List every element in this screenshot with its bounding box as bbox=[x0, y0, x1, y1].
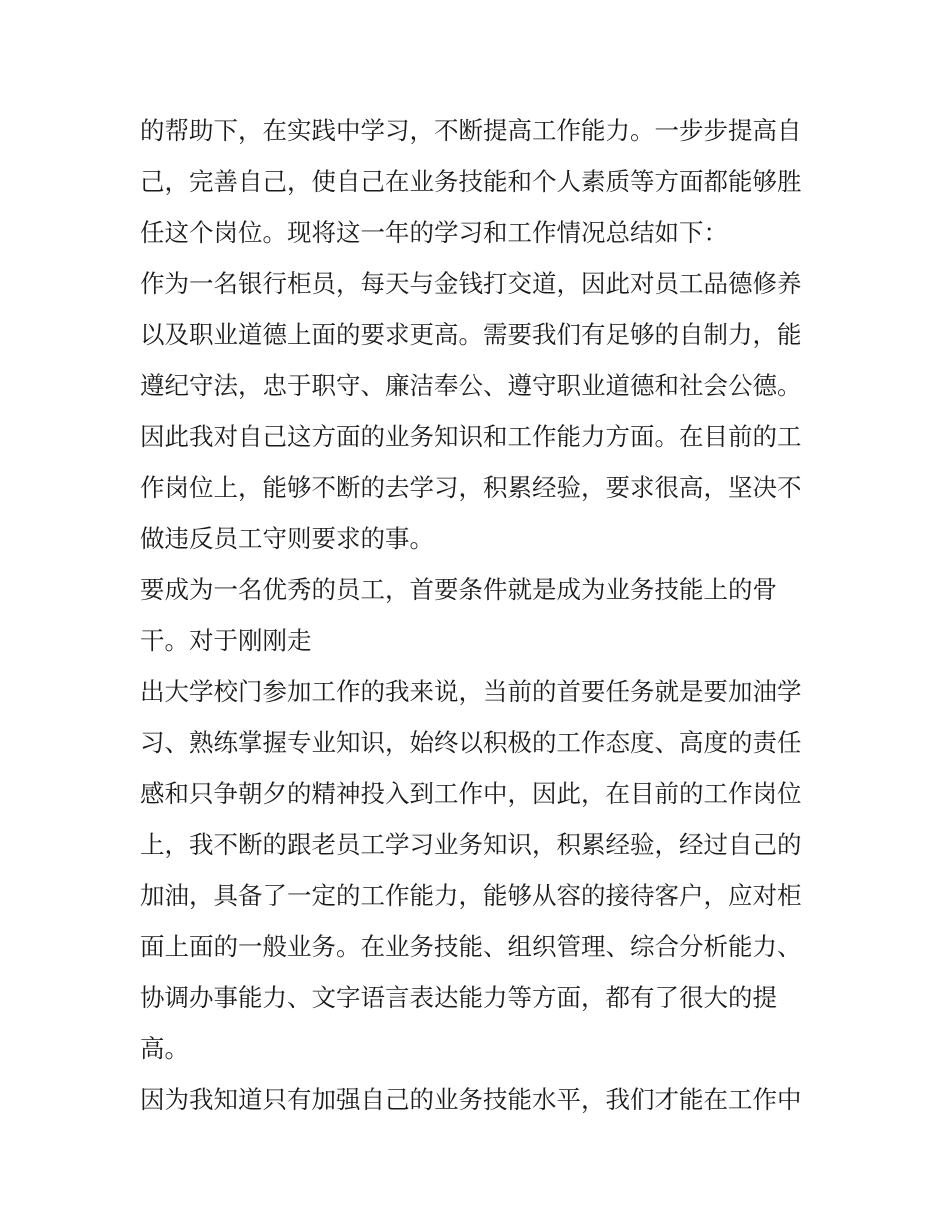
text-line: 做违反员工守则要求的事。 bbox=[140, 524, 434, 553]
text-line: 因此我对自己这方面的业务知识和工作能力方面。在目前的工 bbox=[140, 422, 802, 451]
text-line: 出大学校门参加工作的我来说，当前的首要任务就是要加油学 bbox=[140, 677, 802, 706]
text-line: 上，我不断的跟老员工学习业务知识，积累经验，经过自己的 bbox=[140, 830, 802, 859]
text-line: 加油，具备了一定的工作能力，能够从容的接待客户，应对柜 bbox=[140, 881, 802, 910]
text-line: 因为我知道只有加强自己的业务技能水平，我们才能在工作中 bbox=[140, 1085, 802, 1114]
text-line: 己，完善自己，使自己在业务技能和个人素质等方面都能够胜 bbox=[140, 167, 802, 196]
text-line: 感和只争朝夕的精神投入到工作中，因此，在目前的工作岗位 bbox=[140, 779, 802, 808]
text-line: 面上面的一般业务。在业务技能、组织管理、综合分析能力、 bbox=[140, 932, 802, 961]
text-line: 作岗位上，能够不断的去学习，积累经验，要求很高，坚决不 bbox=[140, 473, 802, 502]
text-line: 作为一名银行柜员，每天与金钱打交道，因此对员工品德修养 bbox=[140, 269, 802, 298]
text-line: 习、熟练掌握专业知识，始终以积极的工作态度、高度的责任 bbox=[140, 728, 802, 757]
text-line: 遵纪守法，忠于职守、廉洁奉公、遵守职业道德和社会公德。 bbox=[140, 371, 802, 400]
text-line: 任这个岗位。现将这一年的学习和工作情况总结如下： bbox=[140, 218, 728, 247]
text-line: 干。对于刚刚走 bbox=[140, 626, 312, 655]
text-line: 协调办事能力、文字语言表达能力等方面，都有了很大的提 bbox=[140, 983, 777, 1012]
body-text bbox=[140, 105, 820, 1125]
text-line: 要成为一名优秀的员工，首要条件就是成为业务技能上的骨 bbox=[140, 575, 777, 604]
text-line: 以及职业道德上面的要求更高。需要我们有足够的自制力，能 bbox=[140, 320, 802, 349]
text-line: 的帮助下，在实践中学习，不断提高工作能力。一步步提高自 bbox=[140, 116, 802, 145]
text-line: 高。 bbox=[140, 1034, 189, 1063]
